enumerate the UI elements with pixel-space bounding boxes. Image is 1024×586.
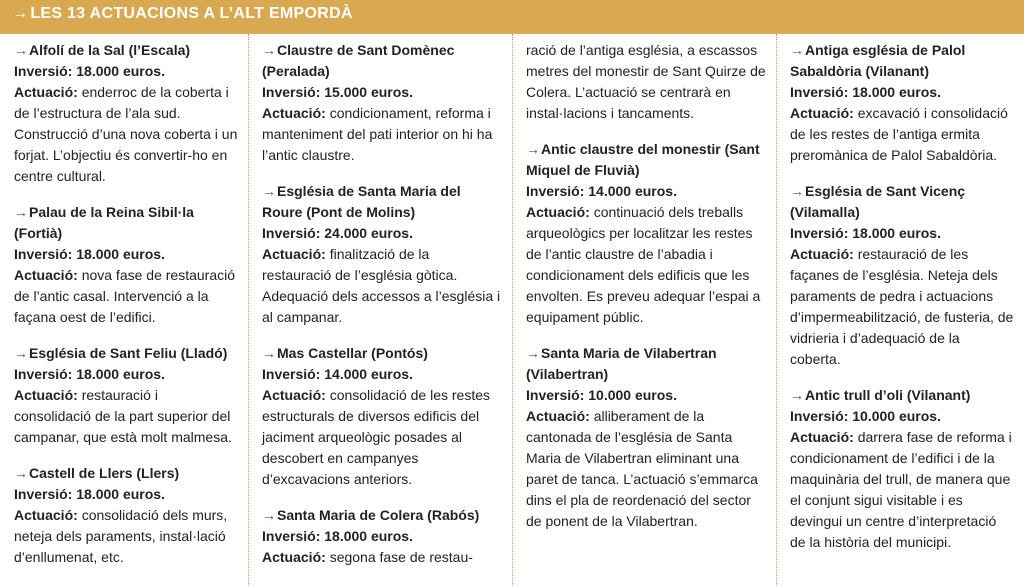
entry-title: →Alfolí de la Sal (l’Escala) [14, 42, 191, 58]
list-item [790, 181, 1014, 370]
entry-action: Actuació: restauració de les façanes de l’església. Neteja dels paraments de pedra i actuacions d’impermeabilització, de fusteria, de vidrieria i d’adequació de la coberta. [790, 246, 1014, 367]
entry-title: →Antic claustre del monestir (Sant Miquel de Fluvià) [526, 141, 760, 178]
entry-action: Actuació: finalització de la restauració de l’església gòtica. Adequació dels accessos a l’església i al campanar. [262, 246, 501, 325]
entry-action: Actuació: alliberament de la cantonada de l’església de Santa Maria de Vilabertran eliminant una paret de tanca. L’actuació s’emmarca dins el pla de reordenació del sector de ponent de la Vilabertran. [526, 408, 758, 529]
arrow-right-icon: → [262, 183, 276, 199]
arrow-right-icon: → [790, 387, 804, 403]
entry-title: →Església de Sant Feliu (Lladó) [14, 345, 228, 361]
list-item [526, 343, 766, 532]
entry-action: Actuació: segona fase de restau- [262, 549, 473, 565]
section-title: LES 13 ACTUACIONS A L’ALT EMPORDÀ [30, 5, 353, 22]
entry-action: Actuació: consolidació de les restes estructurals de diversos edificis del jaciment arqueològic posades al descobert en campanyes d’excavacions anteriors. [262, 387, 490, 487]
list-item [14, 40, 238, 187]
entry-investment: Inversió: 18.000 euros. [14, 366, 165, 382]
entry-action: Actuació: restauració i consolidació de la part superior del campanar, que està molt malmesa. [14, 387, 232, 445]
entry-investment: Inversió: 18.000 euros. [790, 84, 941, 100]
entry-title: →Santa Maria de Vilabertran (Vilabertran) [526, 345, 717, 382]
entry-investment: Inversió: 18.000 euros. [790, 225, 941, 241]
section-header [0, 0, 1024, 34]
list-item [262, 40, 502, 166]
entry-investment: Inversió: 14.000 euros. [262, 366, 413, 382]
column-4 [776, 34, 1024, 586]
entry-title: →Església de Santa Maria del Roure (Pont de Molins) [262, 183, 461, 220]
entry-investment: Inversió: 18.000 euros. [262, 528, 413, 544]
column-1 [0, 34, 248, 586]
list-item [526, 139, 766, 328]
entry-investment: Inversió: 15.000 euros. [262, 84, 413, 100]
list-item [262, 505, 502, 568]
entry-investment: Inversió: 14.000 euros. [526, 183, 677, 199]
entry-action: Actuació: consolidació dels murs, neteja dels paraments, instal·lació d’enllumenat, etc. [14, 507, 228, 565]
entry-action: Actuació: excavació i consolidació de les restes de l’antiga ermita preromànica de Palol Sabaldòria. [790, 105, 1008, 163]
arrow-right-icon: → [14, 345, 28, 361]
arrow-right-icon: → [14, 465, 28, 481]
arrow-right-icon: → [790, 42, 804, 58]
arrow-right-icon: → [262, 345, 276, 361]
arrow-right-icon: → [262, 42, 276, 58]
list-item [14, 343, 238, 448]
entry-continuation: ració de l’antiga església, a escassos metres del monestir de Sant Quirze de Colera. L’actuació se centrarà en instal·lacions i tancaments. [526, 42, 766, 121]
entry-investment: Inversió: 10.000 euros. [790, 408, 941, 424]
arrow-right-icon: → [526, 345, 540, 361]
column-2 [248, 34, 512, 586]
arrow-right-icon: → [526, 141, 540, 157]
entry-action: Actuació: darrera fase de reforma i condicionament de l’edifici i de la maquinària del trull, de manera que el conjunt sigui visitable i es devingui un centre d’interpretació de la història del municipi. [790, 429, 1012, 550]
entry-title: →Palau de la Reina Sibil·la (Fortià) [14, 204, 194, 241]
arrow-right-icon: → [262, 507, 276, 523]
list-item [14, 202, 238, 328]
list-item [262, 343, 502, 490]
entry-action: Actuació: condicionament, reforma i manteniment del pati interior on hi ha l’antic claustre. [262, 105, 493, 163]
entry-action: Actuació: continuació dels treballs arqueològics per localitzar les restes de l’antic claustre de l’abadia i condicionament dels edificis que les envolten. Es preveu adequar l’espai a equipament públic. [526, 204, 761, 325]
entry-title: →Claustre de Sant Domènec (Peralada) [262, 42, 455, 79]
arrow-right-icon: → [14, 42, 28, 58]
list-item [790, 40, 1014, 166]
article-columns [0, 34, 1024, 586]
entry-title: →Mas Castellar (Pontós) [262, 345, 428, 361]
list-item [262, 181, 502, 328]
entry-investment: Inversió: 24.000 euros. [262, 225, 413, 241]
entry-investment: Inversió: 18.000 euros. [14, 486, 165, 502]
arrow-right-icon: → [14, 204, 28, 220]
arrow-right-icon: → [12, 5, 29, 22]
entry-title: →Santa Maria de Colera (Rabós) [262, 507, 480, 523]
entry-title: →Castell de Llers (Llers) [14, 465, 180, 481]
entry-investment: Inversió: 18.000 euros. [14, 246, 165, 262]
entry-action: Actuació: nova fase de restauració de l’antic casal. Intervenció a la façana oest de l’edifici. [14, 267, 236, 325]
entry-title: →Església de Sant Vicenç (Vilamalla) [790, 183, 966, 220]
entry-investment: Inversió: 10.000 euros. [526, 387, 677, 403]
entry-investment: Inversió: 18.000 euros. [14, 63, 165, 79]
list-item [14, 463, 238, 568]
entry-title: →Antic trull d’oli (Vilanant) [790, 387, 971, 403]
column-3 [512, 34, 776, 586]
arrow-right-icon: → [790, 183, 804, 199]
list-item [790, 385, 1014, 553]
entry-action: Actuació: enderroc de la coberta i de l’estructura de l’ala sud. Construcció d’una nova coberta i un forjat. L’objectiu és convertir-ho en centre cultural. [14, 84, 238, 184]
entry-title: →Antiga església de Palol Sabaldòria (Vilanant) [790, 42, 966, 79]
